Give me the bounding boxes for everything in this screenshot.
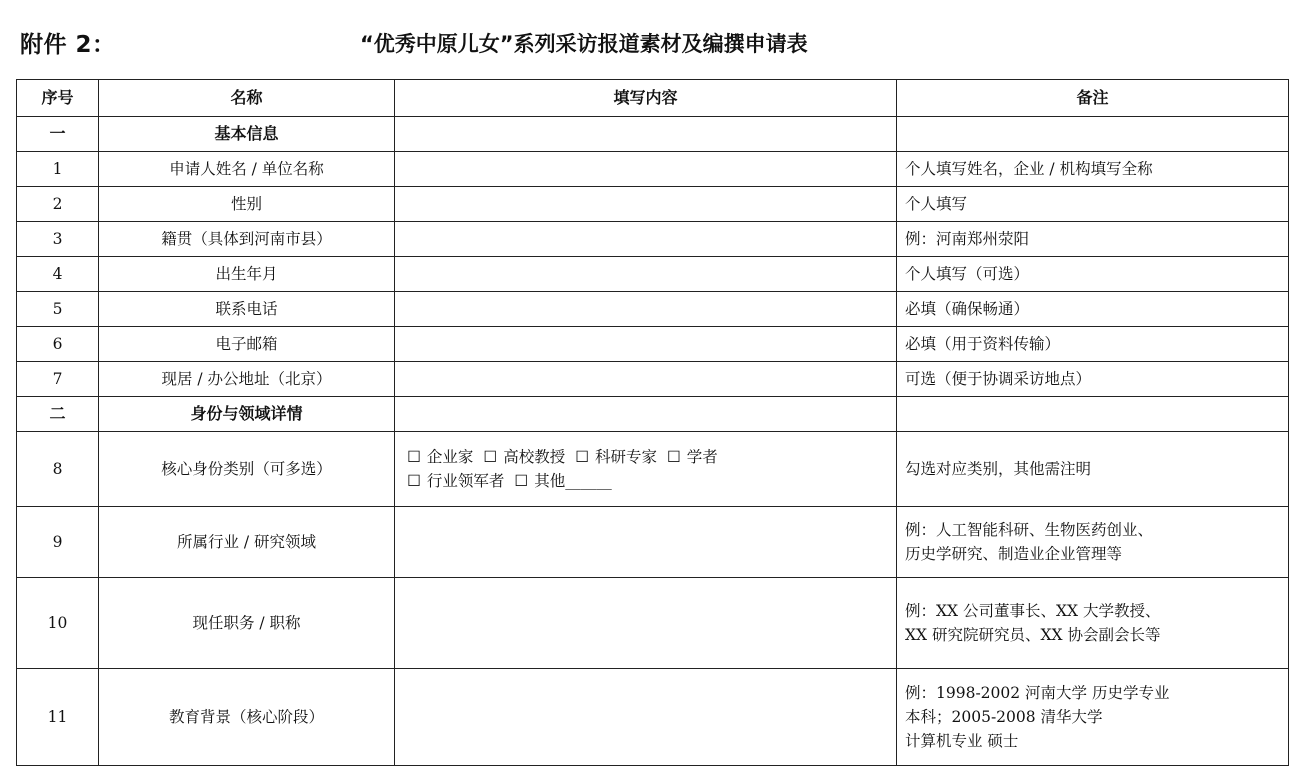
table-row: [17, 257, 1289, 292]
row-number: 2: [17, 187, 99, 222]
document-title: “优秀中原儿女”系列采访报道素材及编撰申请表: [360, 32, 808, 56]
checkbox-line: [407, 445, 896, 469]
table-row: [17, 362, 1289, 397]
identity-category-options: [395, 432, 897, 507]
checkbox-label: 行业领军者: [426, 472, 505, 490]
checkbox-icon[interactable]: ☐: [570, 447, 589, 466]
note-line: 历史学研究、制造业企业管理等: [905, 545, 1123, 563]
table-row: [17, 327, 1289, 362]
section-title: 基本信息: [99, 117, 395, 152]
row-number: 4: [17, 257, 99, 292]
note-line: 本科；2005-2008 清华大学: [905, 707, 1103, 726]
checkbox-label: 企业家: [426, 447, 474, 466]
column-header-no: 序号: [17, 80, 99, 117]
row-name: 申请人姓名 / 单位名称: [99, 152, 395, 187]
fill-in-cell-position[interactable]: [395, 578, 897, 669]
checkbox-line: [407, 469, 896, 493]
column-header-name: 名称: [99, 80, 395, 117]
note-line: 例：XX 公司董事长、XX 大学教授、: [905, 601, 1161, 620]
checkbox-icon[interactable]: ☐: [478, 447, 498, 466]
row-number: 5: [17, 292, 99, 327]
table-row: [17, 187, 1289, 222]
section-content-cell: [395, 397, 897, 432]
row-number: 8: [17, 432, 99, 507]
section-row-identity-details: [17, 397, 1289, 432]
row-name: 现任职务 / 职称: [99, 578, 395, 669]
checkbox-icon[interactable]: ☐: [407, 447, 421, 466]
table-row: [17, 152, 1289, 187]
row-name: 性别: [99, 187, 395, 222]
checkbox-label: 其他______: [534, 472, 612, 490]
note-line: 计算机专业 硕士: [905, 732, 1019, 750]
row-name: 出生年月: [99, 257, 395, 292]
row-name: 教育背景（核心阶段）: [99, 669, 395, 766]
section-title: 身份与领域详情: [99, 397, 395, 432]
fill-in-cell-phone[interactable]: [395, 292, 897, 327]
row-number: 9: [17, 507, 99, 578]
checkbox-icon[interactable]: ☐: [407, 472, 421, 490]
fill-in-cell-address[interactable]: [395, 362, 897, 397]
row-name: 核心身份类别（可多选）: [99, 432, 395, 507]
fill-in-cell-education[interactable]: [395, 669, 897, 766]
row-note: 个人填写: [897, 187, 1289, 222]
checkbox-icon[interactable]: ☐: [509, 472, 529, 490]
fill-in-cell-applicant-name[interactable]: [395, 152, 897, 187]
section-row-basic-info: [17, 117, 1289, 152]
section-number: 二: [17, 397, 99, 432]
table-row: [17, 222, 1289, 257]
checkbox-label: 高校教授: [503, 447, 566, 466]
row-name: 联系电话: [99, 292, 395, 327]
row-name: 籍贯（具体到河南市县）: [99, 222, 395, 257]
checkbox-label: 科研专家: [594, 447, 657, 466]
row-number: 3: [17, 222, 99, 257]
section-content-cell: [395, 117, 897, 152]
attachment-label: 附件 2：: [20, 32, 116, 58]
column-header-note: 备注: [897, 80, 1289, 117]
checkbox-icon[interactable]: ☐: [661, 447, 681, 466]
row-name: 现居 / 办公地址（北京）: [99, 362, 395, 397]
table-header-row: [17, 80, 1289, 117]
row-number: 11: [17, 669, 99, 766]
fill-in-cell-gender[interactable]: [395, 187, 897, 222]
row-number: 7: [17, 362, 99, 397]
table-row: [17, 432, 1289, 507]
fill-in-cell-native-place[interactable]: [395, 222, 897, 257]
fill-in-cell-birth-date[interactable]: [395, 257, 897, 292]
row-note: [897, 669, 1289, 766]
row-note: 个人填写姓名，企业 / 机构填写全称: [897, 152, 1289, 187]
row-note: 可选（便于协调采访地点）: [897, 362, 1289, 397]
row-note: 必填（用于资料传输）: [897, 327, 1289, 362]
table-row: [17, 669, 1289, 766]
table-row: [17, 578, 1289, 669]
note-line: 例：人工智能科研、生物医药创业、: [905, 520, 1154, 539]
row-note: [897, 578, 1289, 669]
row-note: [897, 507, 1289, 578]
fill-in-cell-industry[interactable]: [395, 507, 897, 578]
section-note-cell: [897, 397, 1289, 432]
row-note: 勾选对应类别，其他需注明: [897, 432, 1289, 507]
application-table: [16, 79, 1289, 766]
row-name: 所属行业 / 研究领域: [99, 507, 395, 578]
table-row: [17, 507, 1289, 578]
table-row: [17, 292, 1289, 327]
column-header-content: 填写内容: [395, 80, 897, 117]
row-note: 必填（确保畅通）: [897, 292, 1289, 327]
row-number: 1: [17, 152, 99, 187]
note-line: XX 研究院研究员、XX 协会副会长等: [905, 626, 1161, 644]
row-note: 个人填写（可选）: [897, 257, 1289, 292]
section-number: 一: [17, 117, 99, 152]
page-header: [0, 0, 1289, 80]
row-number: 10: [17, 578, 99, 669]
section-note-cell: [897, 117, 1289, 152]
checkbox-label: 学者: [686, 447, 718, 466]
note-line: 例：1998-2002 河南大学 历史学专业: [905, 683, 1170, 702]
row-name: 电子邮箱: [99, 327, 395, 362]
row-note: 例：河南郑州荥阳: [897, 222, 1289, 257]
fill-in-cell-email[interactable]: [395, 327, 897, 362]
row-number: 6: [17, 327, 99, 362]
